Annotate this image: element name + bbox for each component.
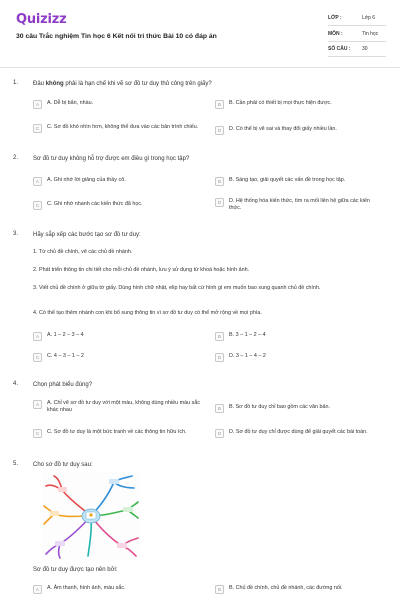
- option-text: B. Cần phải có thiết bị mọi thực hiện được.: [229, 100, 332, 106]
- question-text-emphasis: không: [45, 81, 64, 87]
- option-letter-box[interactable]: B: [215, 585, 224, 594]
- option-b[interactable]: [215, 404, 383, 413]
- option-letter-box[interactable]: D: [215, 353, 224, 362]
- quizizz-logo: Quizizz: [16, 12, 67, 27]
- option-text: D. Có thể bị vẽ sai và thay đổi giấy nhiều lần.: [229, 126, 337, 132]
- option-text: B. Sáng tạo, giải quyết các vấn đề trong học tập.: [229, 177, 346, 183]
- option-letter-box[interactable]: B: [215, 100, 224, 109]
- option-a[interactable]: [33, 100, 201, 109]
- meta-grade-label: LỚP :: [328, 15, 342, 21]
- option-d[interactable]: [215, 429, 383, 438]
- option-letter-box[interactable]: C: [33, 353, 42, 362]
- meta-subject-label: MÔN :: [328, 31, 343, 37]
- option-text: A. 1 – 2 – 3 – 4: [47, 332, 84, 338]
- option-letter-box[interactable]: C: [33, 429, 42, 438]
- option-letter-box[interactable]: D: [215, 198, 224, 207]
- meta-subject-value: Tin học: [362, 31, 379, 37]
- option-letter-box[interactable]: A: [33, 100, 42, 109]
- option-letter-box[interactable]: C: [33, 124, 42, 133]
- option-text: B. Sơ đồ tư duy chỉ bao gồm các văn bản.: [229, 404, 330, 410]
- question-text: Chọn phát biểu đúng?: [33, 382, 93, 388]
- document-header: [0, 0, 400, 68]
- option-c[interactable]: [33, 353, 201, 362]
- meta-divider: [328, 56, 386, 57]
- option-text: A. Ghi nhớ lời giảng của thầy cô.: [47, 177, 126, 183]
- question-text: Hãy sắp xếp các bước tạo sơ đồ tư duy:: [33, 232, 141, 238]
- question-text-part: phải là hạn chế khi vẽ sơ đồ tư duy thủ công trên giấy?: [63, 81, 212, 87]
- option-a[interactable]: [33, 177, 201, 186]
- option-letter-box[interactable]: B: [215, 404, 224, 413]
- option-b[interactable]: [215, 585, 383, 594]
- question-number: 3.: [13, 231, 19, 237]
- option-letter-box[interactable]: A: [33, 332, 42, 341]
- question-number: 1.: [13, 80, 19, 86]
- option-c[interactable]: [33, 429, 201, 438]
- question-text: [33, 80, 378, 88]
- option-text: C. Sơ đồ tư duy là một bức tranh về các thông tin hữu ích.: [47, 429, 187, 435]
- question-number: 5.: [13, 461, 19, 467]
- option-letter-box[interactable]: D: [215, 126, 224, 135]
- option-text: D. Sơ đồ tư duy chỉ được dùng để giải quyết các bài toán.: [229, 429, 368, 435]
- option-letter-box[interactable]: B: [215, 332, 224, 341]
- option-a[interactable]: [33, 585, 201, 594]
- option-letter-box[interactable]: D: [215, 429, 224, 438]
- option-letter-box[interactable]: B: [215, 177, 224, 186]
- option-d[interactable]: [215, 126, 383, 135]
- statement-4: 4. Có thể tạo thêm nhánh con khi bổ sung thông tin vì sơ đồ tư duy có thể mở rộng về mọi phía.: [33, 310, 262, 316]
- statement-2: 2. Phát triển thông tin chi tiết cho mỗi chủ đề nhánh, lưu ý sử dụng từ khoá hoặc hình ảnh.: [33, 267, 250, 273]
- question-text-part: Đâu: [33, 81, 46, 87]
- mind-map-image: [42, 472, 140, 560]
- option-c[interactable]: [33, 201, 201, 210]
- question-text: Cho sơ đồ tư duy sau:: [33, 462, 93, 468]
- question-sub-text: Sơ đồ tư duy được tạo nên bởi:: [33, 567, 118, 573]
- option-c[interactable]: [33, 124, 201, 133]
- statement-1: 1. Từ chủ đề chính, vẽ các chủ đề nhánh.: [33, 249, 133, 255]
- question-number: 2.: [13, 155, 19, 161]
- option-a[interactable]: [33, 332, 201, 341]
- statement-3: 3. Viết chủ đề chính ở giữa tờ giấy. Dùng hình chữ nhật, elip hay bất cứ hình gì em muốn bao xung quanh chủ đề chính.: [33, 285, 321, 291]
- option-b[interactable]: [215, 177, 383, 186]
- meta-count-label: SỐ CÂU :: [328, 46, 351, 52]
- option-letter-box[interactable]: C: [33, 201, 42, 210]
- option-b[interactable]: [215, 332, 383, 341]
- meta-grade-value: Lớp 6: [362, 15, 376, 21]
- option-text: C. Ghi nhớ nhanh các kiến thức đã học.: [47, 201, 143, 207]
- option-text: D. Hệ thống hóa kiến thức, tìm ra mối liên hệ giữa các kiến thức.: [229, 198, 370, 211]
- option-text: C. 4 – 3 – 1 – 2: [47, 353, 84, 359]
- option-d[interactable]: [215, 353, 383, 362]
- option-text: B. 3 – 1 – 2 – 4: [229, 332, 266, 338]
- option-letter-box[interactable]: A: [33, 585, 42, 594]
- option-b[interactable]: [215, 100, 383, 109]
- option-text: A. Chỉ vẽ sơ đồ tư duy với một màu, không dùng nhiều màu sắc khác nhau: [47, 400, 201, 413]
- document-title: 30 câu Trắc nghiệm Tin học 6 Kết nối tri thức Bài 10 có đáp án: [16, 33, 217, 40]
- option-text: C. Sơ đồ khó nhìn hơn, không thể đưa vào các bản trình chiếu.: [47, 124, 199, 130]
- option-letter-box[interactable]: A: [33, 177, 42, 186]
- option-text: D. 3 – 1 – 4 – 2: [229, 353, 266, 359]
- option-d[interactable]: [215, 198, 383, 212]
- option-a[interactable]: [33, 400, 201, 414]
- option-text: A. Dễ bị bẩn, nhàu.: [47, 100, 94, 106]
- meta-count-value: 30: [362, 46, 368, 52]
- option-letter-box[interactable]: A: [33, 400, 42, 409]
- option-text: B. Chủ đề chính, chủ đề nhánh, các đường nối.: [229, 585, 343, 591]
- meta-divider: [328, 25, 386, 26]
- question-number: 4.: [13, 381, 19, 387]
- meta-divider: [328, 41, 386, 42]
- question-text: Sơ đồ tư duy không hỗ trợ được em điều gì trong học tập?: [33, 156, 190, 162]
- option-text: A. Âm thanh, hình ảnh, màu sắc.: [47, 585, 126, 591]
